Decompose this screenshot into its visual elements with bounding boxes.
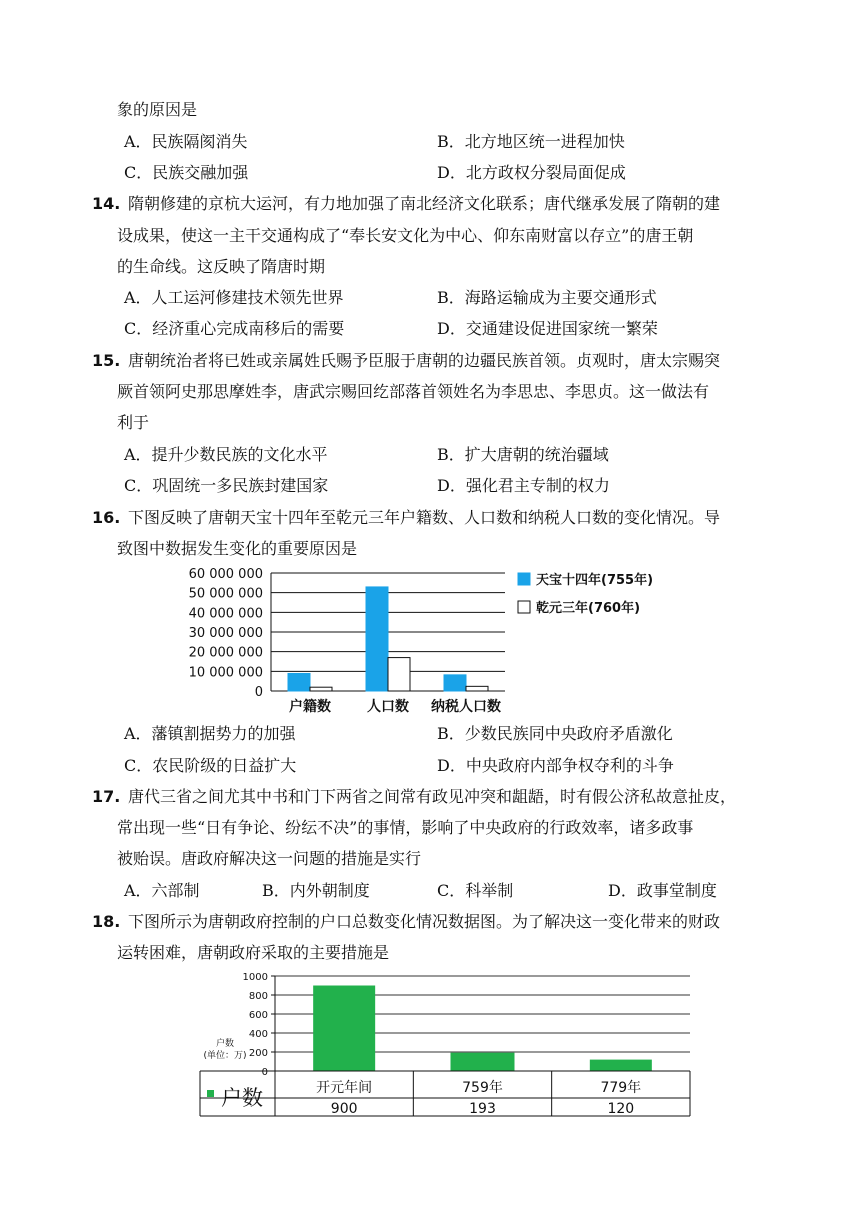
legend-swatch [518, 601, 530, 613]
series-label: 户数 [221, 1086, 263, 1110]
q17-option-b[interactable]: B．内外朝制度 [262, 881, 370, 900]
x-tick-label: 户籍数 [289, 699, 331, 715]
q18-line-2: 运转困难，唐朝政府采取的主要措施是 [117, 943, 390, 962]
y-tick-label: 1000 [242, 972, 268, 983]
value-label: 900 [330, 1101, 358, 1117]
y-tick-label: 600 [248, 1010, 268, 1021]
q15-option-c[interactable]: C．巩固统一多民族封建国家 [124, 476, 329, 495]
y-axis-label: 户数 [215, 1039, 235, 1049]
y-tick-label: 50 000 000 [188, 586, 263, 602]
q14-line-2: 设成果，使这一主干交通构成了“奉长安文化为中心、仰东南财富以存立”的唐王朝 [117, 226, 694, 245]
y-tick-label: 800 [248, 991, 268, 1002]
q13-text: 象的原因是 [117, 100, 198, 119]
q16-option-c[interactable]: C．农民阶级的日益扩大 [124, 756, 297, 775]
q15-option-a[interactable]: A．提升少数民族的文化水平 [124, 445, 328, 464]
bar-0 [313, 986, 375, 1072]
q16-number: 16. [92, 508, 121, 527]
bar-0-1 [310, 687, 332, 691]
bar-2-0 [444, 675, 466, 691]
q13-option-a[interactable]: A．民族隔阂消失 [124, 132, 248, 151]
category-label: 779年 [600, 1080, 642, 1096]
q14-option-b[interactable]: B．海路运输成为主要交通形式 [437, 288, 657, 307]
household-chart [195, 968, 695, 1120]
y-tick-label: 400 [248, 1029, 268, 1040]
value-label: 193 [469, 1101, 496, 1117]
y-tick-label: 10 000 000 [188, 665, 263, 681]
q17-line-3: 被贻误。唐政府解决这一问题的措施是实行 [117, 849, 422, 868]
x-tick-label: 纳税人口数 [431, 699, 501, 715]
legend-label: 天宝十四年(755年) [536, 573, 654, 588]
y-tick-label: 0 [261, 1067, 268, 1078]
y-tick-label: 30 000 000 [188, 626, 263, 641]
q18-number: 18. [92, 912, 121, 931]
y-tick-label: 40 000 000 [188, 606, 263, 622]
q17-line-1: 唐代三省之间尤其中书和门下两省之间常有政见冲突和龃龉，时有假公济私故意扯皮， [128, 787, 737, 806]
q15-option-b[interactable]: B．扩大唐朝的统治疆域 [437, 445, 609, 464]
q14-line-3: 的生命线。这反映了隋唐时期 [117, 257, 326, 276]
q16-line-1: 下图反映了唐朝天宝十四年至乾元三年户籍数、人口数和纳税人口数的变化情况。导 [128, 508, 721, 527]
q17-option-c[interactable]: C．科举制 [437, 881, 514, 900]
q15-line-1: 唐朝统治者将已姓或亲属姓氏赐予臣服于唐朝的边疆民族首领。贞观时，唐太宗赐突 [128, 351, 721, 370]
q17-number: 17. [92, 787, 121, 806]
q13-option-d[interactable]: D．北方政权分裂局面促成 [437, 163, 626, 182]
legend-swatch [518, 573, 530, 585]
q17-option-d[interactable]: D．政事堂制度 [608, 881, 717, 900]
bar-2-1 [466, 686, 488, 691]
q14-option-c[interactable]: C．经济重心完成南移后的需要 [124, 319, 345, 338]
legend-label: 乾元三年(760年) [536, 601, 641, 616]
q17-line-2: 常出现一些“日有争论、纷纭不决”的事情，影响了中央政府的行政效率，诸多政事 [117, 818, 694, 837]
q14-option-a[interactable]: A．人工运河修建技术领先世界 [124, 288, 344, 307]
y-tick-label: 60 000 000 [188, 567, 263, 582]
q13-option-b[interactable]: B．北方地区统一进程加快 [437, 132, 625, 151]
q16-option-d[interactable]: D．中央政府内部争权夺利的斗争 [437, 756, 674, 775]
bar-2 [590, 1060, 652, 1071]
bar-1-0 [366, 587, 388, 691]
q15-number: 15. [92, 351, 121, 370]
q16-option-b[interactable]: B．少数民族同中央政府矛盾激化 [437, 724, 673, 743]
bar-1-1 [388, 658, 410, 691]
q14-line-1: 隋朝修建的京杭大运河，有力地加强了南北经济文化联系；唐代继承发展了隋朝的建 [128, 194, 721, 213]
y-tick-label: 200 [248, 1048, 268, 1059]
q13-option-c[interactable]: C．民族交融加强 [124, 163, 249, 182]
population-chart [188, 562, 670, 720]
y-tick-label: 20 000 000 [188, 645, 263, 661]
q16-line-2: 致图中数据发生变化的重要原因是 [117, 539, 358, 558]
x-tick-label: 人口数 [367, 699, 409, 715]
q15-line-3: 利于 [117, 413, 150, 432]
q14-number: 14. [92, 194, 121, 213]
y-tick-label: 0 [254, 685, 263, 700]
y-axis-label: (单位：万) [203, 1051, 247, 1061]
q15-line-2: 厥首领阿史那思摩姓李，唐武宗赐回纥部落首领姓名为李思忠、李思贞。这一做法有 [117, 382, 710, 401]
q14-option-d[interactable]: D．交通建设促进国家统一繁荣 [437, 319, 658, 338]
q17-option-a[interactable]: A．六部制 [124, 881, 200, 900]
category-label: 759年 [462, 1080, 503, 1096]
bar-1 [451, 1053, 515, 1071]
q16-option-a[interactable]: A．藩镇割据势力的加强 [124, 724, 296, 743]
q15-option-d[interactable]: D．强化君主专制的权力 [437, 476, 610, 495]
q18-line-1: 下图所示为唐朝政府控制的户口总数变化情况数据图。为了解决这一变化带来的财政 [128, 912, 721, 931]
legend-swatch [207, 1090, 214, 1097]
category-label: 开元年间 [316, 1080, 373, 1096]
bar-0-0 [288, 673, 310, 691]
value-label: 120 [607, 1101, 635, 1117]
